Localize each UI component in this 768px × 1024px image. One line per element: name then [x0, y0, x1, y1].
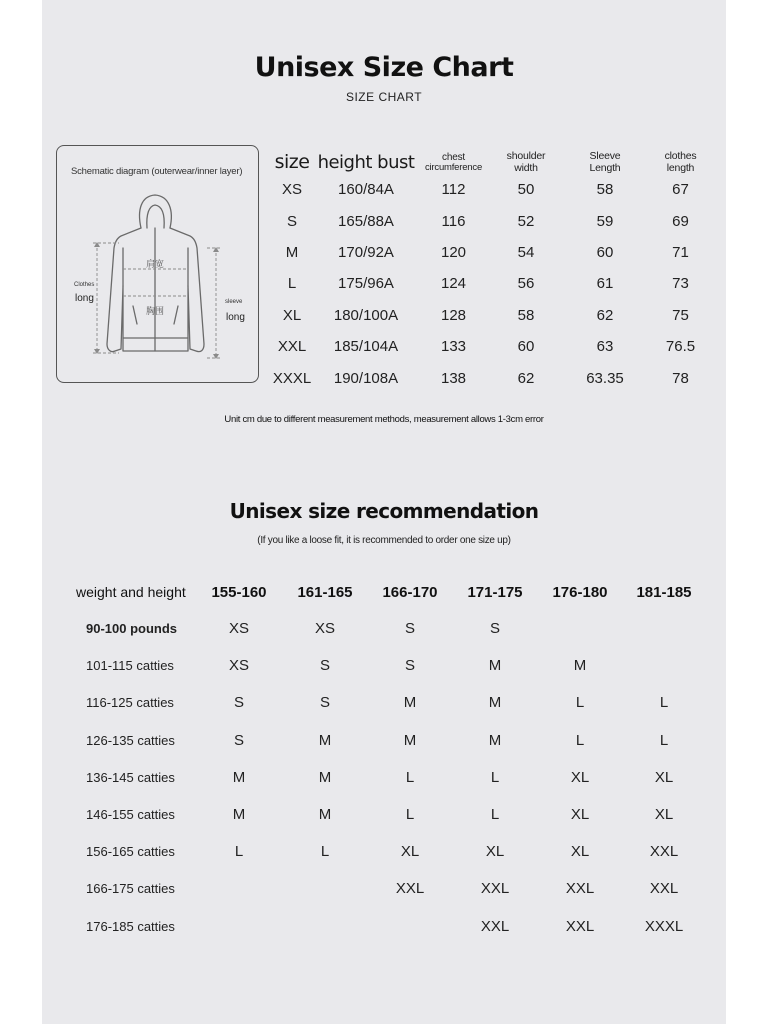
- recommended-size-cell: S: [319, 694, 330, 712]
- size-cell: XL: [282, 306, 302, 324]
- height-column-header: 171-175: [467, 583, 523, 601]
- header-shoulder-width: [489, 140, 563, 174]
- header-shoulder-line2: width: [514, 161, 538, 174]
- recommendation-row: [68, 870, 706, 907]
- height-column-header: 155-160: [211, 583, 267, 601]
- recommended-size-cell: XXL: [565, 917, 595, 935]
- size-cell: 52: [517, 212, 535, 230]
- recommended-size-cell: L: [405, 768, 415, 786]
- size-cell: 69: [672, 212, 689, 230]
- weight-label: 136-145 catties: [86, 769, 175, 785]
- size-cell: 63.35: [586, 369, 624, 387]
- size-cell: 160/84A: [338, 181, 394, 199]
- recommended-size-cell: S: [319, 657, 330, 675]
- recommendation-row: [68, 722, 706, 759]
- recommended-size-cell: L: [234, 843, 244, 861]
- size-cell: 128: [440, 306, 467, 324]
- size-row: [270, 331, 714, 362]
- weight-label: 166-175 catties: [86, 881, 175, 897]
- size-cell: M: [285, 243, 299, 261]
- recommended-size-cell: [196, 870, 282, 907]
- header-sleeve-line1: Sleeve: [589, 149, 621, 162]
- recommended-size-cell: XS: [228, 620, 249, 638]
- size-cell: 165/88A: [338, 212, 394, 230]
- measurement-note: Unit cm due to different measurement methods, measurement allows 1-3cm error: [224, 414, 544, 425]
- header-clothes-line1: clothes: [664, 149, 697, 162]
- weight-height-corner: weight and height: [76, 584, 186, 600]
- recommended-size-cell: [196, 908, 282, 945]
- size-cell: S: [286, 212, 297, 230]
- recommended-size-cell: XS: [314, 620, 335, 638]
- recommendation-row: [68, 759, 706, 796]
- recommended-size-cell: L: [405, 806, 415, 824]
- shoulder-width-label: 肩宽: [146, 259, 165, 269]
- page-subtitle: SIZE CHART: [345, 90, 423, 104]
- recommended-size-cell: L: [575, 694, 585, 712]
- recommended-size-cell: M: [573, 657, 587, 675]
- recommended-size-cell: [282, 908, 368, 945]
- weight-label: 146-155 catties: [86, 807, 175, 823]
- recommended-size-cell: XXL: [480, 880, 510, 898]
- weight-label: 90-100 pounds: [86, 621, 178, 637]
- size-cell: 112: [441, 181, 466, 199]
- recommended-size-cell: XXL: [480, 917, 510, 935]
- recommended-size-cell: M: [488, 694, 502, 712]
- recommendation-subtitle: (If you like a loose fit, it is recommended to order one size up): [257, 535, 511, 546]
- recommended-size-cell: L: [659, 731, 669, 749]
- recommended-size-cell: M: [403, 731, 417, 749]
- recommended-size-cell: [622, 610, 706, 647]
- size-row: [270, 174, 714, 205]
- weight-label: 116-125 catties: [86, 695, 174, 711]
- header-chest-line2: circumference: [424, 162, 483, 174]
- size-cell: 124: [440, 275, 467, 293]
- height-column-header: 161-165: [297, 583, 353, 601]
- recommended-size-cell: M: [318, 806, 332, 824]
- size-cell: 138: [440, 369, 467, 387]
- size-chart-header-row: [270, 140, 714, 174]
- size-cell: 67: [672, 181, 689, 199]
- recommended-size-cell: S: [404, 657, 415, 675]
- page-title: Unisex Size Chart: [254, 52, 514, 83]
- header-height-bust: height bust: [317, 152, 415, 174]
- recommended-size-cell: L: [490, 806, 500, 824]
- size-cell: 73: [672, 275, 689, 293]
- size-row: [270, 300, 714, 331]
- recommended-size-cell: XL: [570, 843, 590, 861]
- recommendation-title: Unisex size recommendation: [229, 499, 539, 523]
- chest-label: 胸围: [146, 306, 165, 316]
- size-chart-table: [270, 140, 714, 394]
- size-cell: 133: [440, 338, 467, 356]
- header-shoulder-line1: shoulder: [506, 149, 546, 162]
- height-column-header: 181-185: [636, 583, 692, 601]
- recommended-size-cell: [538, 610, 622, 647]
- recommended-size-cell: M: [403, 694, 417, 712]
- recommended-size-cell: M: [232, 806, 246, 824]
- recommended-size-cell: S: [489, 620, 500, 638]
- recommended-size-cell: [622, 647, 706, 684]
- clothes-length-small-label: Clothes: [74, 282, 95, 288]
- weight-label: 101-115 catties: [86, 658, 174, 674]
- recommended-size-cell: XL: [570, 806, 590, 824]
- recommended-size-cell: L: [575, 731, 585, 749]
- size-cell: XXL: [277, 338, 307, 356]
- header-clothes-line2: length: [666, 161, 695, 174]
- size-cell: 116: [441, 212, 466, 230]
- recommendation-row: [68, 908, 706, 945]
- recommended-size-cell: XXL: [649, 880, 679, 898]
- header-sleeve-line2: Length: [589, 161, 621, 174]
- size-cell: 63: [596, 338, 614, 356]
- size-cell: 59: [596, 212, 614, 230]
- recommended-size-cell: M: [232, 768, 246, 786]
- size-cell: 170/92A: [338, 243, 394, 261]
- recommended-size-cell: XS: [228, 657, 249, 675]
- recommendation-row: [68, 833, 706, 870]
- recommendation-table: [68, 574, 706, 945]
- header-clothes-length: [647, 140, 714, 174]
- recommended-size-cell: XL: [654, 768, 674, 786]
- weight-label: 156-165 catties: [86, 844, 175, 860]
- size-cell: 180/100A: [333, 306, 399, 324]
- header-sleeve-length: [563, 140, 647, 174]
- recommended-size-cell: XXXL: [644, 917, 684, 935]
- recommendation-row: [68, 796, 706, 833]
- size-cell: 78: [672, 369, 689, 387]
- sleeve-length-small-label: sleeve: [225, 299, 243, 305]
- recommended-size-cell: M: [318, 731, 332, 749]
- recommended-size-cell: S: [233, 694, 244, 712]
- size-cell: 61: [596, 275, 614, 293]
- size-cell: 60: [517, 338, 535, 356]
- recommended-size-cell: S: [233, 731, 244, 749]
- recommended-size-cell: S: [404, 620, 415, 638]
- size-cell: 120: [440, 243, 467, 261]
- size-cell: 62: [517, 369, 535, 387]
- diagram-caption: Schematic diagram (outerwear/inner layer): [71, 166, 243, 177]
- header-size: size: [274, 151, 310, 174]
- recommended-size-cell: M: [318, 768, 332, 786]
- recommended-size-cell: XL: [654, 806, 674, 824]
- size-row: [270, 362, 714, 393]
- size-cell: XS: [281, 181, 302, 199]
- clothes-length-label: long: [75, 293, 94, 304]
- size-chart-body: [270, 174, 714, 394]
- size-chart-sheet: [42, 0, 726, 1024]
- recommendation-row: [68, 610, 706, 647]
- recommended-size-cell: XL: [400, 843, 420, 861]
- recommended-size-cell: XL: [485, 843, 505, 861]
- size-cell: 56: [517, 275, 535, 293]
- weight-label: 126-135 catties: [86, 732, 175, 748]
- size-row: [270, 237, 714, 268]
- size-cell: 50: [517, 181, 535, 199]
- size-cell: 175/96A: [338, 275, 394, 293]
- recommended-size-cell: L: [659, 694, 669, 712]
- recommended-size-cell: XXL: [395, 880, 425, 898]
- size-cell: 58: [517, 306, 535, 324]
- recommended-size-cell: [368, 908, 452, 945]
- recommended-size-cell: XXL: [565, 880, 595, 898]
- recommendation-row: [68, 684, 706, 721]
- recommended-size-cell: M: [488, 731, 502, 749]
- size-cell: XXXL: [272, 369, 312, 387]
- size-row: [270, 205, 714, 236]
- size-cell: 190/108A: [333, 369, 399, 387]
- size-cell: 71: [672, 243, 689, 261]
- size-cell: 54: [517, 243, 535, 261]
- recommendation-row: [68, 647, 706, 684]
- sleeve-length-label: long: [226, 312, 245, 323]
- size-cell: 76.5: [665, 338, 696, 356]
- size-row: [270, 268, 714, 299]
- size-cell: 75: [672, 306, 689, 324]
- size-cell: 58: [596, 181, 614, 199]
- header-chest-line1: chest: [442, 151, 465, 163]
- recommendation-header-row: [68, 574, 706, 610]
- recommended-size-cell: M: [488, 657, 502, 675]
- header-chest-circumference: [418, 140, 489, 174]
- recommended-size-cell: [282, 870, 368, 907]
- recommended-size-cell: XL: [570, 768, 590, 786]
- recommended-size-cell: L: [490, 768, 500, 786]
- schematic-diagram: [56, 145, 259, 383]
- size-cell: 185/104A: [333, 338, 399, 356]
- recommended-size-cell: XXL: [649, 843, 679, 861]
- recommendation-body: [68, 610, 706, 945]
- recommended-size-cell: L: [320, 843, 330, 861]
- height-column-header: 166-170: [382, 583, 438, 601]
- size-cell: 62: [596, 306, 614, 324]
- size-cell: L: [287, 275, 297, 293]
- weight-label: 176-185 catties: [86, 918, 175, 934]
- height-column-header: 176-180: [552, 583, 608, 601]
- size-cell: 60: [596, 243, 614, 261]
